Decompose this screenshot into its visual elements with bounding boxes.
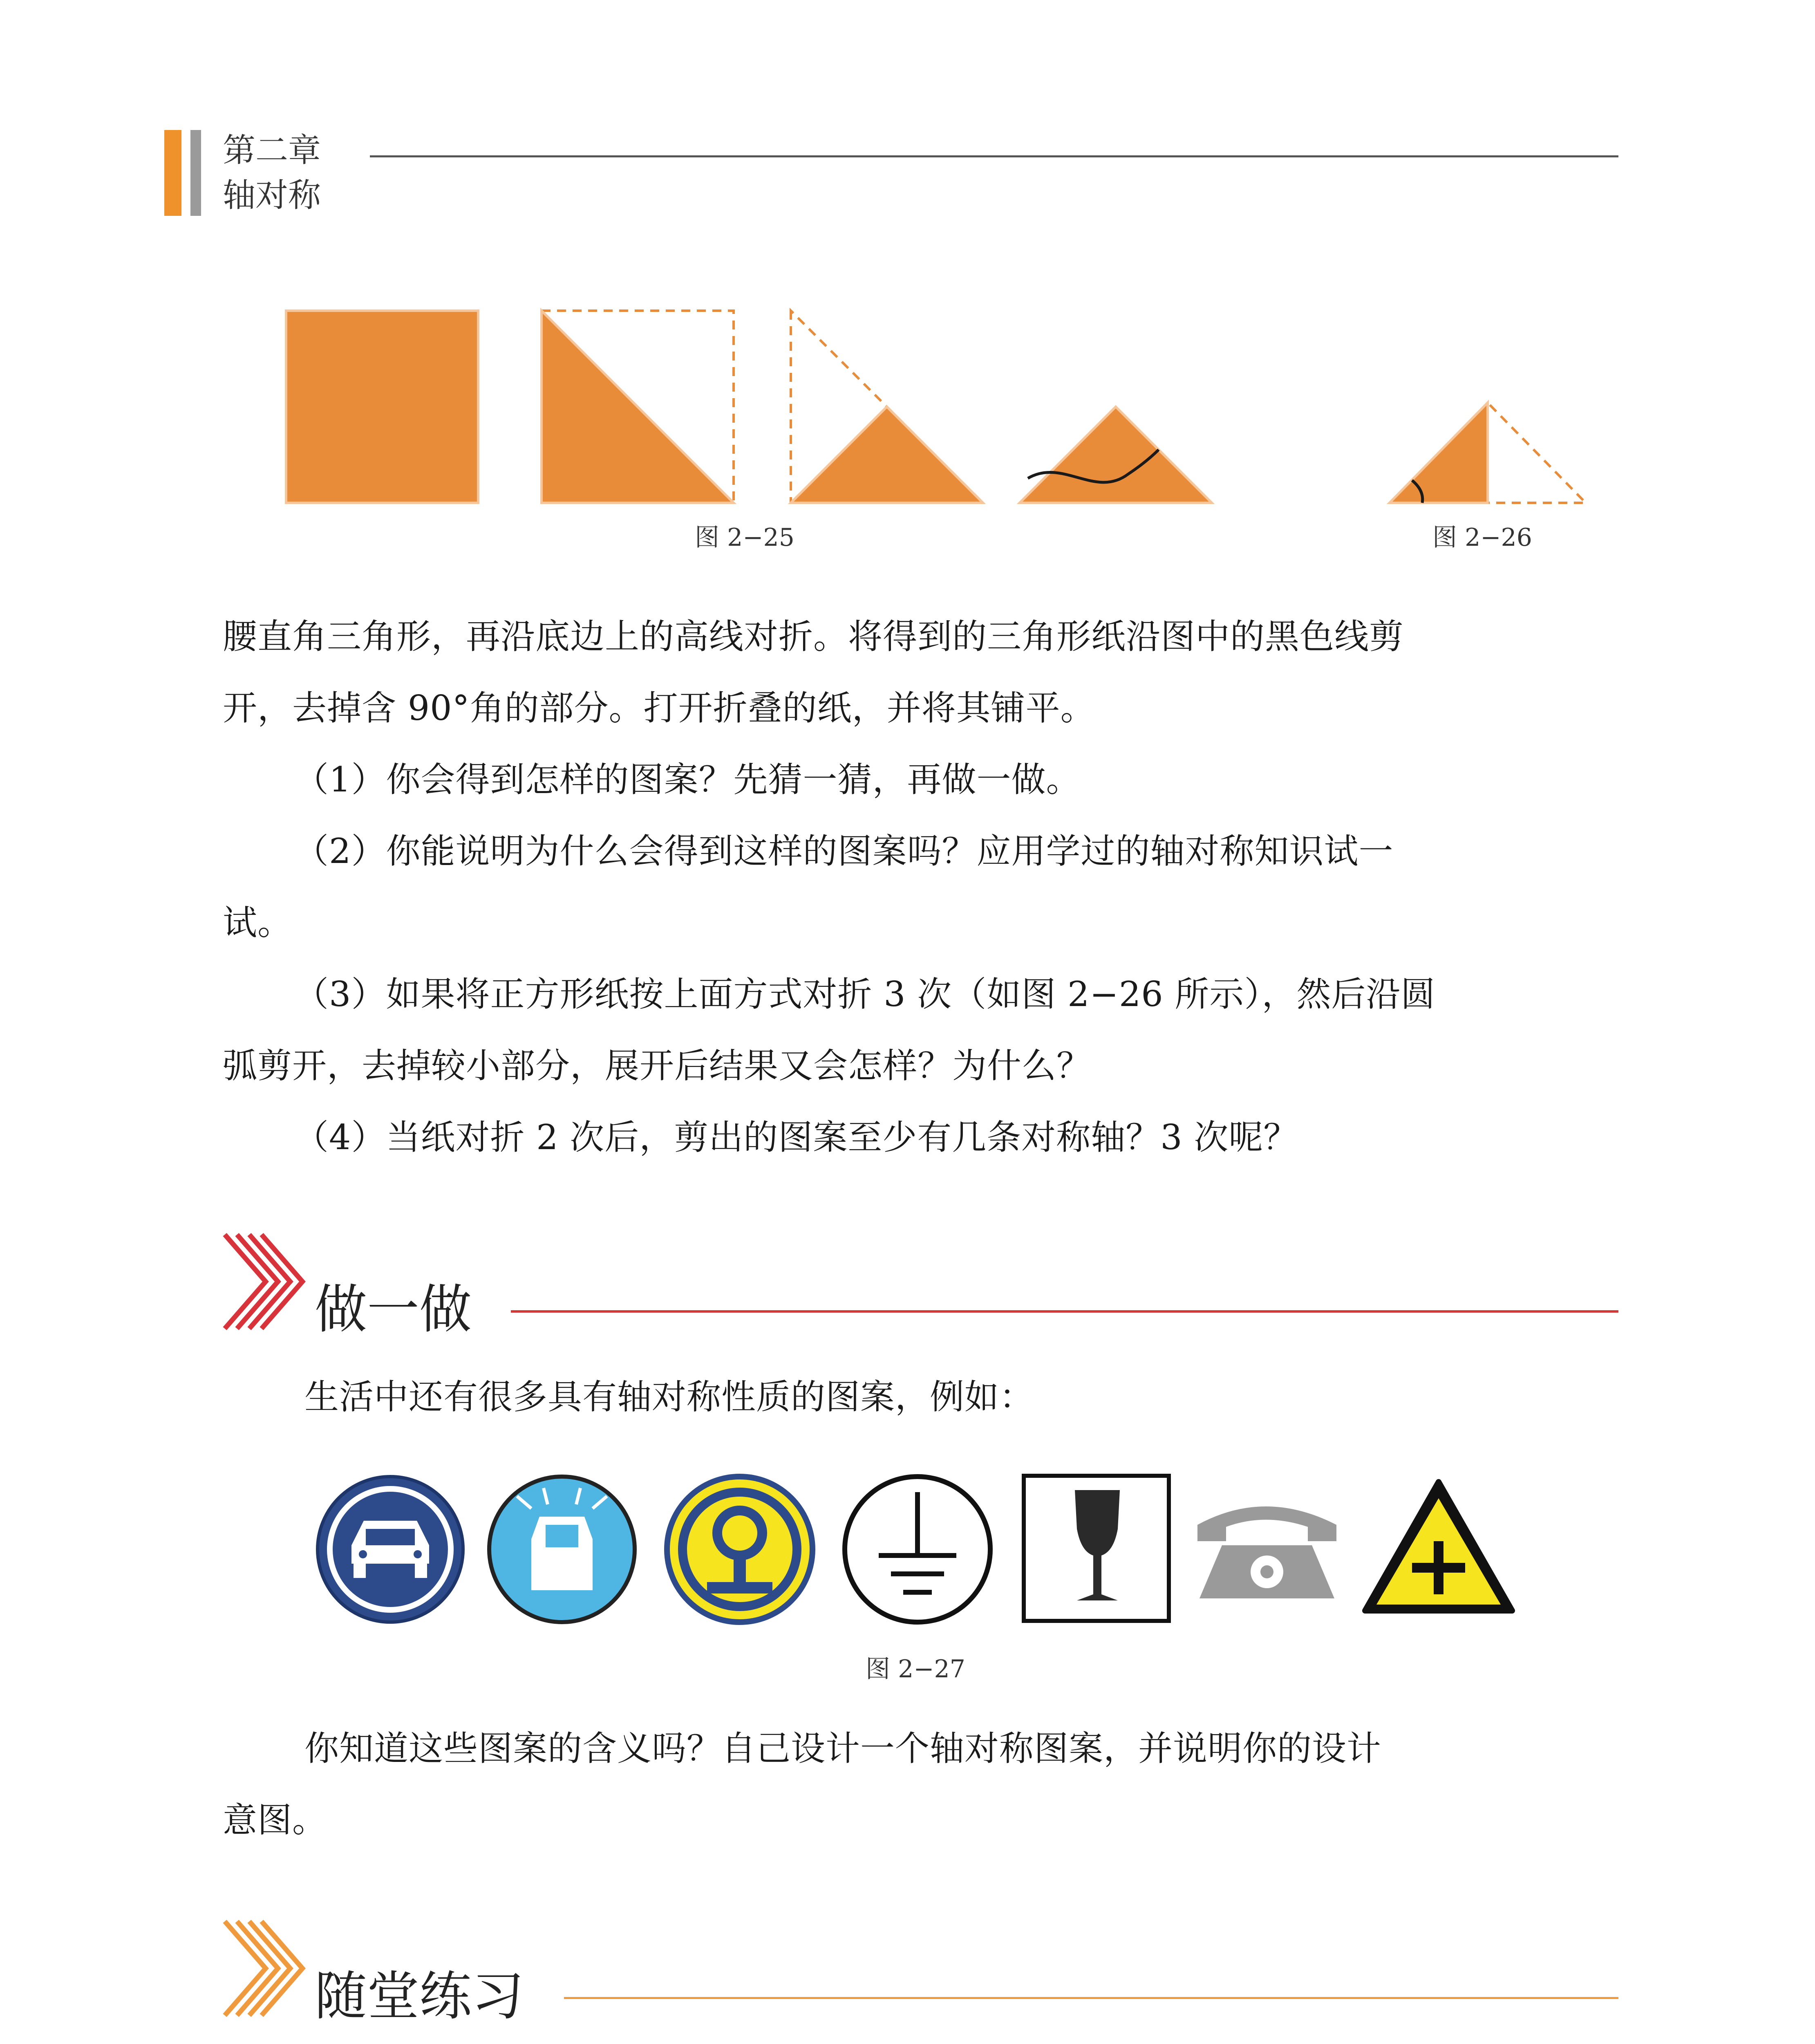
folding-figures — [0, 286, 1815, 531]
fold-3x-outline — [1488, 403, 1586, 503]
fig-2-27-caption: 图 2−27 — [866, 1655, 965, 1683]
chapter-title: 轴对称 — [223, 176, 321, 214]
body-line-8: （4）当纸对折 2 次后，剪出的图案至少有几条对称轴？3 次呢？ — [294, 1117, 1298, 1157]
section-do-intro: 生活中还有很多具有轴对称性质的图案，例如： — [304, 1377, 1034, 1417]
body-line-4: （2）你能说明为什么会得到这样的图案吗？应用学过的轴对称知识试一 — [294, 831, 1394, 871]
section-do-after-1: 你知道这些图案的含义吗？自己设计一个轴对称图案，并说明你的设计 — [304, 1728, 1382, 1768]
body-line-7: 弧剪开，去掉较小部分，展开后结果又会怎样？为什么？ — [223, 1046, 1092, 1086]
chapter-label: 第二章 — [223, 131, 321, 169]
section-do-rule — [511, 1310, 1618, 1313]
fold-step-2-triangle — [542, 311, 734, 503]
first-aid-warning-icon — [1365, 1482, 1512, 1611]
body-line-6: （3）如果将正方形纸按上面方式对折 3 次（如图 2−26 所示），然后沿圆 — [294, 974, 1436, 1014]
header-rule — [370, 155, 1618, 157]
section-do-after-2: 意图。 — [223, 1800, 327, 1840]
fragile-glass-icon — [1024, 1476, 1169, 1621]
fold-3x-triangle — [1390, 403, 1488, 503]
car-sign-icon — [318, 1477, 463, 1622]
fold-step-4-triangle — [1020, 407, 1212, 503]
fold-step-square — [286, 311, 478, 503]
body-line-2: 开，去掉含 90°角的部分。打开折叠的纸，并将其铺平。 — [223, 688, 1095, 728]
fig-2-25-caption: 图 2−25 — [695, 523, 794, 552]
fig-2-26-caption: 图 2−26 — [1432, 523, 1532, 552]
railway-logo-icon — [667, 1477, 812, 1622]
telephone-icon — [1197, 1506, 1336, 1598]
elevator-sign-icon — [489, 1477, 635, 1622]
ground-symbol-icon — [845, 1477, 990, 1622]
section-do-title: 做一做 — [315, 1279, 472, 1340]
fold-step-3-triangle — [791, 407, 983, 503]
header-gray-bar — [190, 130, 201, 216]
red-chevrons-icon — [221, 1230, 311, 1333]
header-orange-bar — [164, 130, 181, 216]
body-line-5: 试。 — [223, 903, 293, 943]
symbol-row — [0, 1464, 1815, 1643]
section-practice-rule — [564, 1997, 1618, 1999]
body-line-1: 腰直角三角形，再沿底边上的高线对折。将得到的三角形纸沿图中的黑色线剪 — [223, 616, 1404, 657]
section-practice-title: 随堂练习 — [315, 1966, 524, 2027]
orange-chevrons-icon — [221, 1917, 315, 2019]
body-line-3: （1）你会得到怎样的图案？先猜一猜，再做一做。 — [294, 760, 1081, 800]
